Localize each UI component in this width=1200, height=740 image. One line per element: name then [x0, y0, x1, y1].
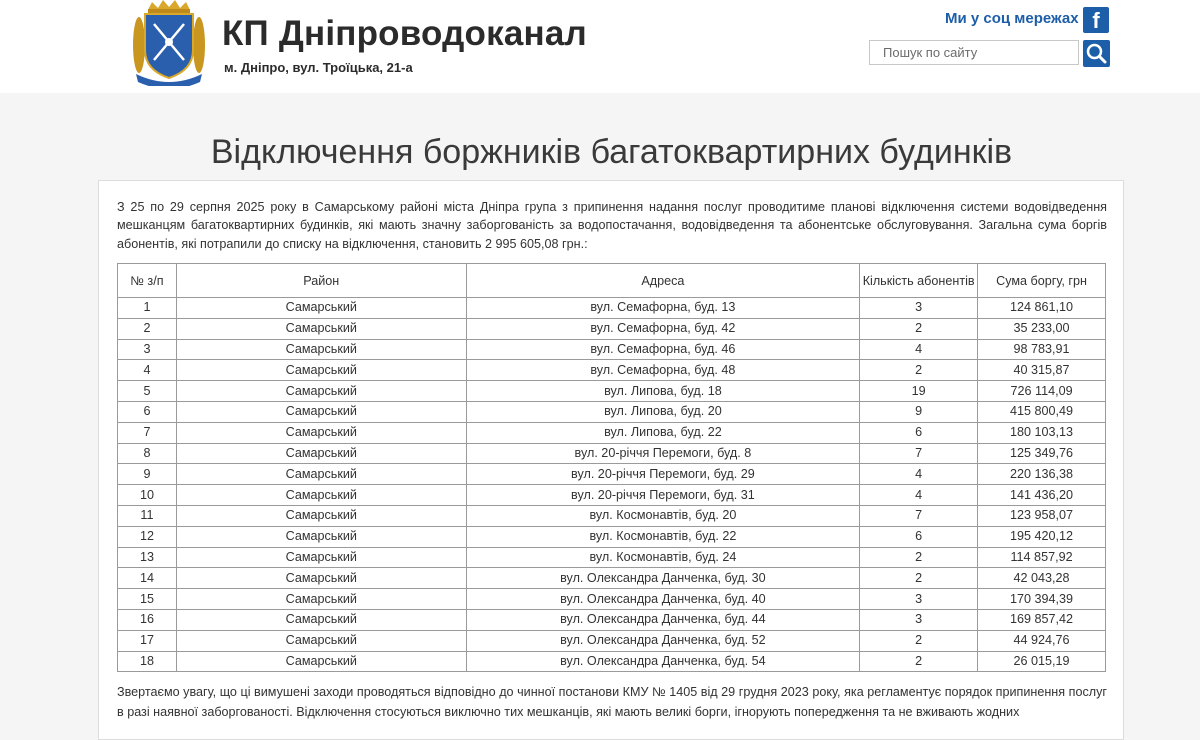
cell-district: Самарський — [176, 422, 466, 443]
debtors-table — [117, 263, 1106, 672]
column-header-debt: Сума боргу, грн — [978, 264, 1106, 298]
cell-debt: 125 349,76 — [978, 443, 1106, 464]
cell-address: вул. Олександра Данченка, буд. 52 — [466, 630, 860, 651]
cell-number: 5 — [118, 381, 177, 402]
cell-number: 8 — [118, 443, 177, 464]
cell-address: вул. 20-річчя Перемоги, буд. 29 — [466, 464, 860, 485]
cell-debt: 169 857,42 — [978, 609, 1106, 630]
site-header — [0, 0, 1200, 93]
table-row — [118, 547, 1106, 568]
cell-subscribers: 2 — [860, 547, 978, 568]
cell-debt: 415 800,49 — [978, 401, 1106, 422]
cell-district: Самарський — [176, 651, 466, 672]
table-row — [118, 360, 1106, 381]
cell-district: Самарський — [176, 298, 466, 319]
cell-subscribers: 3 — [860, 298, 978, 319]
cell-debt: 35 233,00 — [978, 318, 1106, 339]
search-button[interactable] — [1083, 40, 1110, 67]
table-row — [118, 609, 1106, 630]
cell-number: 14 — [118, 568, 177, 589]
table-row — [118, 589, 1106, 610]
cell-district: Самарський — [176, 443, 466, 464]
cell-debt: 123 958,07 — [978, 505, 1106, 526]
cell-number: 13 — [118, 547, 177, 568]
cell-address: вул. Семафорна, буд. 46 — [466, 339, 860, 360]
table-row — [118, 630, 1106, 651]
cell-district: Самарський — [176, 360, 466, 381]
cell-debt: 180 103,13 — [978, 422, 1106, 443]
cell-debt: 220 136,38 — [978, 464, 1106, 485]
cell-district: Самарський — [176, 485, 466, 506]
cell-subscribers: 4 — [860, 464, 978, 485]
cell-district: Самарський — [176, 381, 466, 402]
cell-district: Самарський — [176, 318, 466, 339]
cell-address: вул. Липова, буд. 22 — [466, 422, 860, 443]
cell-address: вул. Олександра Данченка, буд. 54 — [466, 651, 860, 672]
cell-number: 18 — [118, 651, 177, 672]
cell-debt: 170 394,39 — [978, 589, 1106, 610]
cell-district: Самарський — [176, 589, 466, 610]
cell-subscribers: 2 — [860, 651, 978, 672]
cell-number: 6 — [118, 401, 177, 422]
cell-district: Самарський — [176, 401, 466, 422]
cell-district: Самарський — [176, 339, 466, 360]
cell-debt: 114 857,92 — [978, 547, 1106, 568]
cell-district: Самарський — [176, 526, 466, 547]
cell-address: вул. 20-річчя Перемоги, буд. 31 — [466, 485, 860, 506]
cell-number: 11 — [118, 505, 177, 526]
cell-subscribers: 7 — [860, 443, 978, 464]
table-row — [118, 401, 1106, 422]
cell-debt: 195 420,12 — [978, 526, 1106, 547]
cell-subscribers: 4 — [860, 339, 978, 360]
cell-subscribers: 6 — [860, 422, 978, 443]
cell-address: вул. Космонавтів, буд. 22 — [466, 526, 860, 547]
cell-address: вул. Космонавтів, буд. 24 — [466, 547, 860, 568]
facebook-icon[interactable]: f — [1083, 7, 1109, 33]
cell-number: 15 — [118, 589, 177, 610]
table-row — [118, 443, 1106, 464]
cell-address: вул. Липова, буд. 20 — [466, 401, 860, 422]
cell-district: Самарський — [176, 630, 466, 651]
cell-address: вул. Олександра Данченка, буд. 30 — [466, 568, 860, 589]
footnote-paragraph: Звертаємо увагу, що ці вимушені заходи проводяться відповідно до чинної постанови КМУ № 1405 від 29 грудня 2023 року, яка регламентує порядок припинення послуг в разі наявної заборгованості. Відключення стосуються виключно тих мешканців, які мають великі борги, ігнорують попередження та не вживають жодних — [117, 685, 1107, 719]
cell-debt: 44 924,76 — [978, 630, 1106, 651]
cell-subscribers: 2 — [860, 568, 978, 589]
search-input[interactable] — [869, 40, 1079, 65]
cell-subscribers: 2 — [860, 360, 978, 381]
table-row — [118, 298, 1106, 319]
table-row — [118, 651, 1106, 672]
table-header-row — [118, 264, 1106, 298]
table-row — [118, 339, 1106, 360]
site-address: м. Дніпро, вул. Троїцька, 21-а — [224, 60, 413, 75]
cell-number: 2 — [118, 318, 177, 339]
column-header-address: Адреса — [466, 264, 860, 298]
cell-number: 16 — [118, 609, 177, 630]
cell-address: вул. Липова, буд. 18 — [466, 381, 860, 402]
table-row — [118, 485, 1106, 506]
cell-debt: 124 861,10 — [978, 298, 1106, 319]
cell-subscribers: 4 — [860, 485, 978, 506]
cell-subscribers: 9 — [860, 401, 978, 422]
cell-district: Самарський — [176, 464, 466, 485]
cell-number: 7 — [118, 422, 177, 443]
cell-address: вул. Олександра Данченка, буд. 44 — [466, 609, 860, 630]
column-header-district: Район — [176, 264, 466, 298]
cell-address: вул. Семафорна, буд. 48 — [466, 360, 860, 381]
table-row — [118, 568, 1106, 589]
cell-district: Самарський — [176, 505, 466, 526]
intro-paragraph: З 25 по 29 серпня 2025 року в Самарському районі міста Дніпра група з припинення надання послуг проводитиме планові відключення системи водовідведення мешканцям багатоквартирних будинків, які мають значну заборгованість за водопостачання, водовідведення та абонентське обслуговування. Загальна сума боргів абонентів, які потрапили до списку на відключення, становить 2 995 605,08 грн.: — [117, 200, 1107, 251]
cell-subscribers: 19 — [860, 381, 978, 402]
cell-debt: 42 043,28 — [978, 568, 1106, 589]
cell-debt: 26 015,19 — [978, 651, 1106, 672]
cell-number: 1 — [118, 298, 177, 319]
social-networks-label: Ми у соц мережах — [945, 10, 1079, 27]
cell-district: Самарський — [176, 547, 466, 568]
table-row — [118, 464, 1106, 485]
cell-subscribers: 3 — [860, 609, 978, 630]
cell-subscribers: 3 — [860, 589, 978, 610]
cell-number: 12 — [118, 526, 177, 547]
column-header-subscribers: Кількість абонентів — [860, 264, 978, 298]
article-content — [98, 180, 1124, 740]
cell-debt: 141 436,20 — [978, 485, 1106, 506]
search-icon — [1083, 40, 1110, 67]
cell-debt: 40 315,87 — [978, 360, 1106, 381]
table-row — [118, 526, 1106, 547]
cell-number: 17 — [118, 630, 177, 651]
page-title: Відключення боржників багатоквартирних будинків — [210, 133, 1013, 171]
cell-number: 4 — [118, 360, 177, 381]
cell-district: Самарський — [176, 568, 466, 589]
cell-number: 9 — [118, 464, 177, 485]
table-row — [118, 318, 1106, 339]
cell-address: вул. Семафорна, буд. 42 — [466, 318, 860, 339]
cell-subscribers: 2 — [860, 630, 978, 651]
cell-district: Самарський — [176, 609, 466, 630]
cell-address: вул. Семафорна, буд. 13 — [466, 298, 860, 319]
table-row — [118, 381, 1106, 402]
site-title[interactable]: КП Дніпроводоканал — [222, 14, 587, 53]
cell-number: 10 — [118, 485, 177, 506]
cell-address: вул. Олександра Данченка, буд. 40 — [466, 589, 860, 610]
cell-subscribers: 2 — [860, 318, 978, 339]
column-header-number: № з/п — [118, 264, 177, 298]
table-row — [118, 422, 1106, 443]
cell-debt: 98 783,91 — [978, 339, 1106, 360]
cell-number: 3 — [118, 339, 177, 360]
cell-address: вул. 20-річчя Перемоги, буд. 8 — [466, 443, 860, 464]
cell-address: вул. Космонавтів, буд. 20 — [466, 505, 860, 526]
cell-debt: 726 114,09 — [978, 381, 1106, 402]
cell-subscribers: 6 — [860, 526, 978, 547]
table-row — [118, 505, 1106, 526]
cell-subscribers: 7 — [860, 505, 978, 526]
city-coat-of-arms-logo[interactable] — [130, 0, 208, 86]
